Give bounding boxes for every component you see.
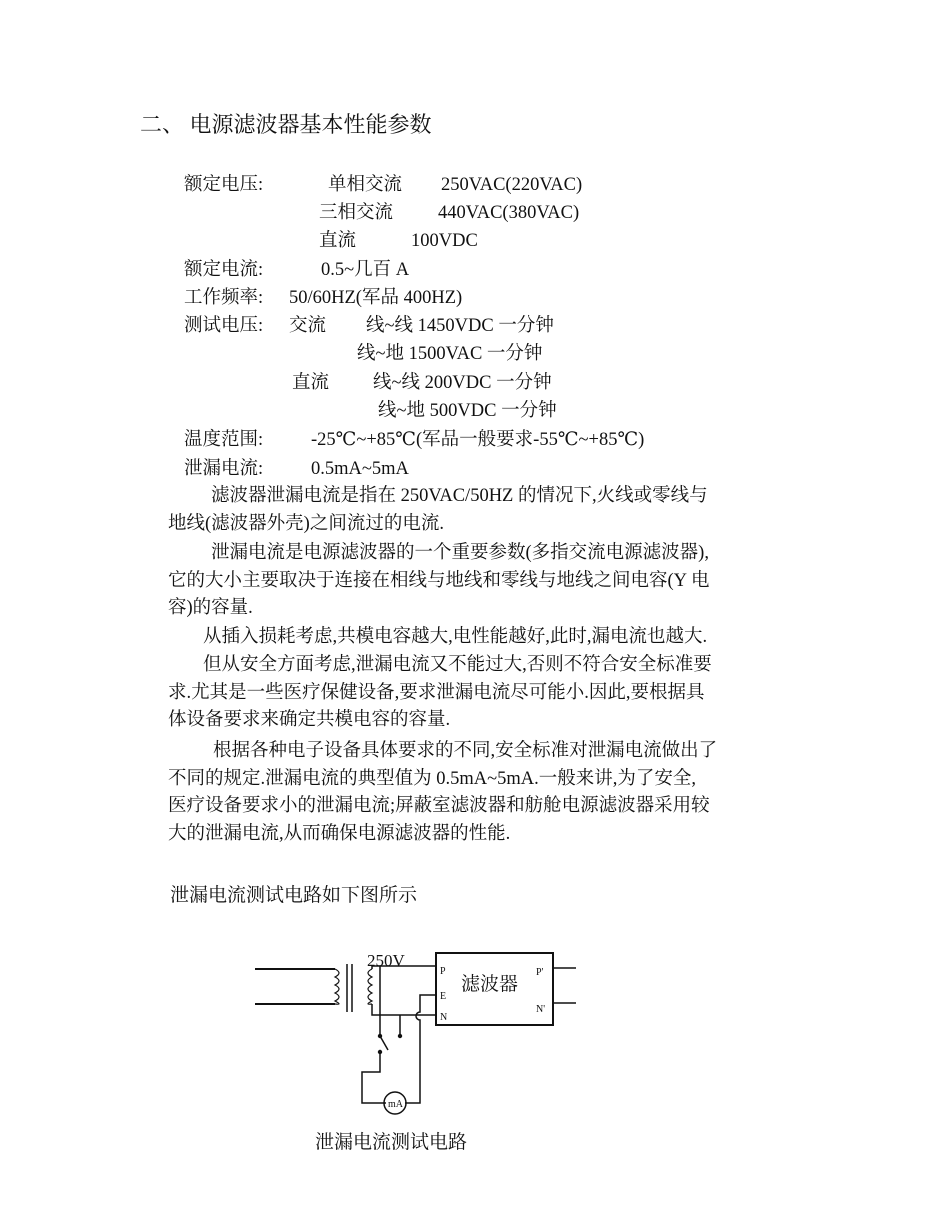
paragraph-line: 容)的容量.: [168, 598, 253, 618]
paragraph-line: 滤波器泄漏电流是指在 250VAC/50HZ 的情况下,火线或零线与: [211, 486, 708, 506]
voltage-label: 250V: [367, 951, 405, 970]
diagram-caption: 泄漏电流测试电路: [315, 1132, 468, 1153]
paragraph-line: 体设备要求来确定共模电容的容量.: [168, 710, 451, 730]
test-dc-label: 直流: [292, 373, 330, 393]
paragraph-line: 地线(滤波器外壳)之间流过的电流.: [168, 513, 444, 534]
pin-n-label: N: [440, 1012, 448, 1023]
test-ac-line-line: 线~线 1450VDC 一分钟: [366, 316, 554, 336]
three-phase-label: 三相交流: [319, 203, 394, 223]
switch-blade: [380, 1036, 388, 1050]
section-heading: 二、 电源滤波器基本性能参数: [140, 112, 432, 137]
wire-to-n: [372, 1004, 436, 1015]
paragraph-line: 求.尤其是一些医疗保健设备,要求泄漏电流尽可能小.因此,要根据具: [168, 682, 705, 703]
rated-voltage-label: 额定电压:: [184, 175, 264, 195]
three-phase-value: 440VAC(380VAC): [438, 203, 580, 223]
wire-from-e: [405, 995, 436, 1103]
single-phase-label: 单相交流: [328, 175, 403, 195]
test-voltage-label: 测试电压:: [184, 316, 264, 336]
frequency-value: 50/60HZ(军品 400HZ): [289, 288, 463, 308]
switch-node-right: [398, 1034, 402, 1038]
single-phase-value: 250VAC(220VAC): [441, 175, 583, 195]
dc-label: 直流: [319, 231, 357, 251]
dc-value: 100VDC: [411, 231, 478, 251]
test-ac-label: 交流: [289, 316, 327, 336]
paragraph-line: 从插入损耗考虑,共模电容越大,电性能越好,此时,漏电流也越大.: [203, 627, 708, 647]
test-dc-line-ground: 线~地 500VDC 一分钟: [378, 401, 557, 421]
paragraph-line: 根据各种电子设备具体要求的不同,安全标准对泄漏电流做出了: [213, 741, 718, 761]
meter-label: mA: [388, 1099, 403, 1110]
pin-p-label: P: [440, 966, 446, 977]
rated-current-value: 0.5~几百 A: [321, 260, 410, 280]
circuit-intro-text: 泄漏电流测试电路如下图所示: [170, 885, 418, 906]
pin-e-label: E: [440, 991, 447, 1002]
rated-current-label: 额定电流:: [184, 260, 264, 280]
paragraph-line: 它的大小主要取决于连接在相线与地线和零线与地线之间电容(Y 电: [168, 570, 710, 591]
secondary-coil: [368, 969, 372, 1004]
frequency-label: 工作频率:: [184, 288, 264, 308]
leakage-value: 0.5mA~5mA: [311, 459, 409, 479]
paragraph-line: 不同的规定.泄漏电流的典型值为 0.5mA~5mA.一般来讲,为了安全,: [168, 768, 697, 789]
temperature-value: -25℃~+85℃(军品一般要求-55℃~+85℃): [311, 430, 645, 450]
temperature-label: 温度范围:: [184, 430, 264, 450]
wire-to-meter: [362, 1052, 386, 1103]
primary-coil: [335, 969, 339, 1004]
pin-n-out-label: N': [536, 1004, 546, 1015]
paragraph-line: 但从安全方面考虑,泄漏电流又不能过大,否则不符合安全标准要: [203, 655, 712, 675]
paragraph-line: 大的泄漏电流,从而确保电源滤波器的性能.: [168, 823, 511, 844]
leakage-label: 泄漏电流:: [184, 459, 264, 479]
pin-p-out-label: P': [536, 967, 544, 978]
filter-label: 滤波器: [461, 974, 519, 995]
paragraph-line: 泄漏电流是电源滤波器的一个重要参数(多指交流电源滤波器),: [211, 543, 709, 563]
test-ac-line-ground: 线~地 1500VAC 一分钟: [357, 344, 543, 364]
test-dc-line-line: 线~线 200VDC 一分钟: [373, 373, 552, 393]
switch-node-bottom: [378, 1050, 382, 1054]
switch-node-left: [378, 1034, 382, 1038]
paragraph-line: 医疗设备要求小的泄漏电流;屏蔽室滤波器和舫舱电源滤波器采用较: [168, 796, 710, 816]
